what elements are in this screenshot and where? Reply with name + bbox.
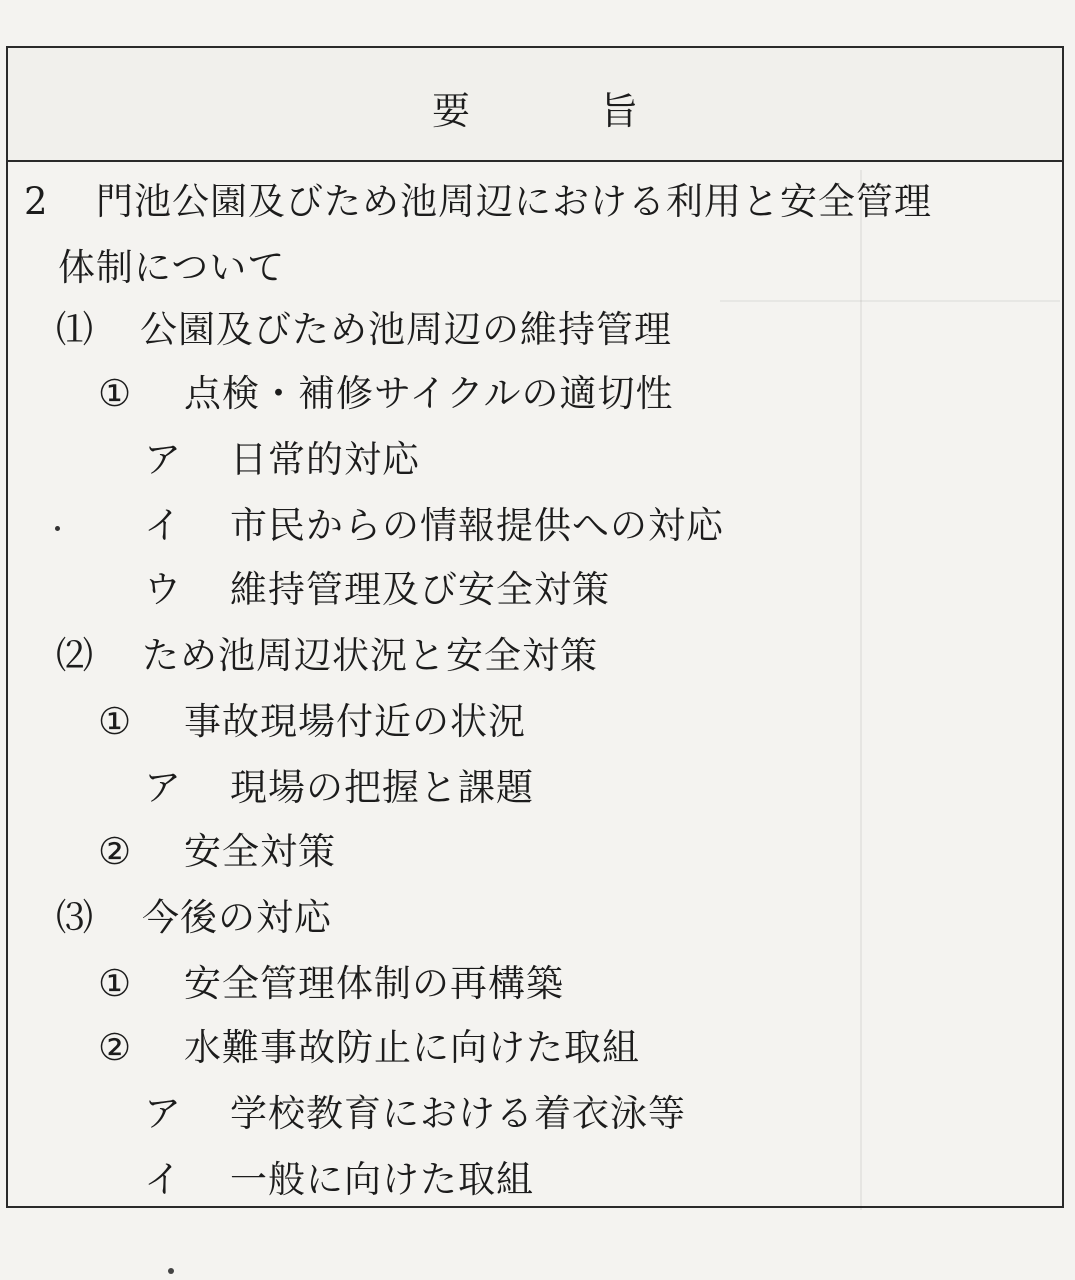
header-title: 要旨 xyxy=(431,88,768,133)
item-text: 公園及びため池周辺の維持管理 xyxy=(140,308,672,351)
item-marker: イ xyxy=(144,1158,182,1201)
list-item xyxy=(144,568,610,612)
list-item xyxy=(144,1092,686,1136)
item-marker: ⑶ xyxy=(56,896,94,939)
list-item xyxy=(98,372,674,416)
item-text: 日常的対応 xyxy=(230,438,420,481)
stray-dot xyxy=(55,526,60,531)
item-marker: ⑴ xyxy=(56,308,94,351)
section-title-line1: 門池公園及びため池周辺における利用と安全管理 xyxy=(96,180,932,223)
item-text: ため池周辺状況と安全対策 xyxy=(142,634,598,677)
list-item xyxy=(144,504,724,548)
item-text: 現場の把握と課題 xyxy=(230,766,534,809)
item-text: 今後の対応 xyxy=(142,896,332,939)
list-item xyxy=(98,1026,640,1070)
item-text: 市民からの情報提供への対応 xyxy=(230,504,724,547)
item-marker: ア xyxy=(144,766,182,809)
list-item xyxy=(56,896,332,940)
item-marker: ① xyxy=(98,372,133,415)
item-marker: ② xyxy=(98,830,133,873)
item-text: 事故現場付近の状況 xyxy=(184,700,526,743)
summary-table xyxy=(6,46,1064,1208)
item-marker: ① xyxy=(98,700,133,743)
item-marker: ① xyxy=(98,962,133,1005)
item-text: 安全管理体制の再構築 xyxy=(184,962,564,1005)
section-heading xyxy=(24,180,932,224)
section-number: 2 xyxy=(24,180,49,223)
stray-dot xyxy=(168,1268,174,1274)
item-text: 維持管理及び安全対策 xyxy=(230,568,610,611)
section-title-line2: 体制について xyxy=(58,246,286,289)
table-header xyxy=(8,48,1062,162)
list-item xyxy=(144,438,420,482)
item-text: 水難事故防止に向けた取組 xyxy=(184,1026,640,1069)
list-item xyxy=(56,308,672,352)
table-body xyxy=(8,162,1062,1206)
list-item xyxy=(56,634,598,678)
item-text: 学校教育における着衣泳等 xyxy=(230,1092,686,1135)
item-marker: イ xyxy=(144,504,182,547)
item-marker: ア xyxy=(144,438,182,481)
list-item xyxy=(98,700,526,744)
section-heading-continued xyxy=(58,246,285,290)
item-text: 一般に向けた取組 xyxy=(230,1158,534,1201)
list-item xyxy=(144,1158,534,1202)
item-marker: ② xyxy=(98,1026,133,1069)
list-item xyxy=(98,962,564,1006)
item-marker: ウ xyxy=(144,568,182,611)
list-item xyxy=(144,766,534,810)
list-item xyxy=(98,830,336,874)
item-marker: ア xyxy=(144,1092,182,1135)
item-marker: ⑵ xyxy=(56,634,94,677)
item-text: 点検・補修サイクルの適切性 xyxy=(184,372,674,415)
item-text: 安全対策 xyxy=(184,830,336,873)
